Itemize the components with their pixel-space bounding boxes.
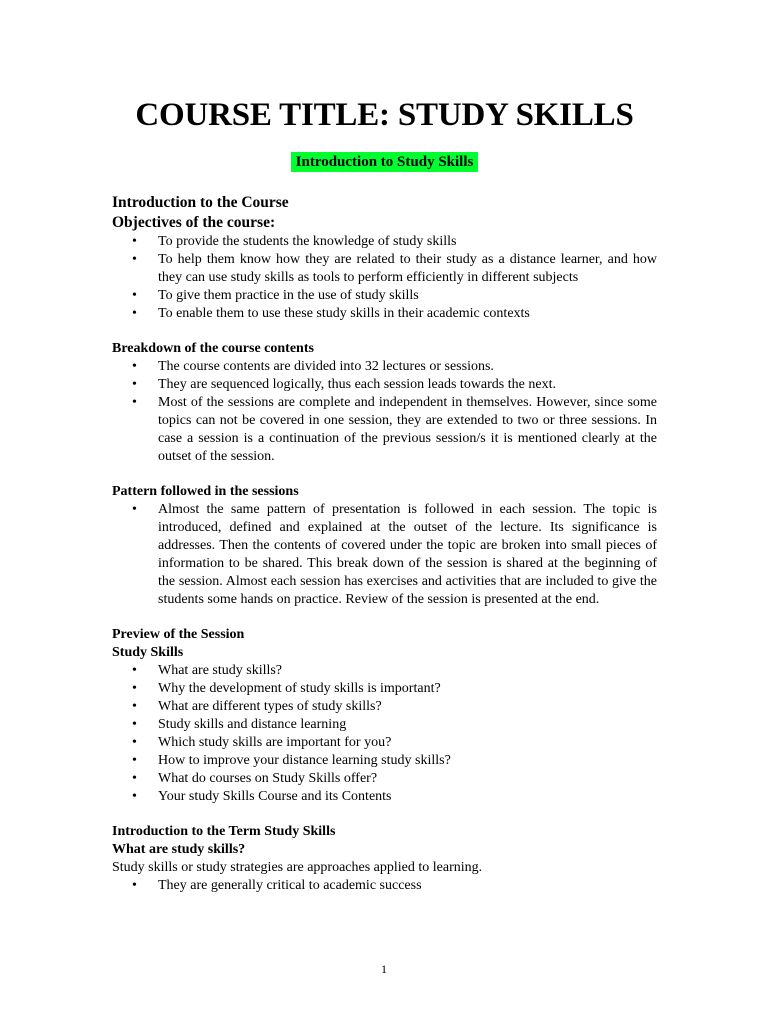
term-heading: Introduction to the Term Study Skills [112, 824, 336, 839]
list-item [112, 788, 657, 806]
bullet-icon: • [132, 288, 137, 303]
preview-list [112, 662, 657, 806]
objectives-list [112, 233, 657, 323]
spacer [112, 806, 657, 823]
list-item [112, 287, 657, 305]
term-subheading: What are study skills? [112, 842, 246, 857]
highlighted-subtitle: Introduction to Study Skills [291, 152, 479, 172]
list-item-text: Why the development of study skills is important? [158, 681, 441, 696]
pattern-heading: Pattern followed in the sessions [112, 484, 299, 499]
pattern-list [112, 501, 657, 609]
list-item [112, 698, 657, 716]
list-item [112, 734, 657, 752]
intro-heading: Introduction to the Course [112, 194, 289, 211]
list-item-text: Study skills and distance learning [158, 717, 347, 732]
list-item-text: What do courses on Study Skills offer? [158, 771, 378, 786]
list-item-text: They are sequenced logically, thus each session leads towards the next. [158, 377, 556, 392]
subtitle-wrap [112, 152, 657, 174]
preview-heading: Preview of the Session [112, 627, 245, 642]
list-item [112, 376, 657, 394]
breakdown-heading: Breakdown of the course contents [112, 341, 314, 356]
bullet-icon: • [132, 878, 137, 893]
bullet-icon: • [132, 789, 137, 804]
objectives-heading: Objectives of the course: [112, 214, 276, 231]
list-item [112, 358, 657, 376]
page-content [112, 96, 657, 895]
bullet-icon: • [132, 717, 137, 732]
course-title: COURSE TITLE: STUDY SKILLS [135, 97, 634, 133]
list-item-text: Your study Skills Course and its Contents [158, 789, 392, 804]
list-item-text: To help them know how they are related to their study as a distance learner, and how they can use study skills as tools to perform efficiently in different subjects [158, 252, 657, 285]
list-item-text: They are generally critical to academic success [158, 878, 422, 893]
bullet-icon: • [132, 753, 137, 768]
list-item-text: Almost the same pattern of presentation is followed in each session. The topic is introduced, defined and explained at the outset of the lecture. Its significance is addresses. Then the contents of covered under the topic are broken into small pieces of information to be shared. This break down of the session is shared at the beginning of the session. Almost each session has exercises and activities that are included to give the students some hands on practice. Review of the session is presented at the end. [158, 502, 657, 607]
bullet-icon: • [132, 306, 137, 321]
list-item [112, 662, 657, 680]
bullet-icon: • [132, 252, 137, 267]
list-item-text: Which study skills are important for you? [158, 735, 392, 750]
list-item-text: What are study skills? [158, 663, 283, 678]
bullet-icon: • [132, 735, 137, 750]
preview-subheading: Study Skills [112, 645, 184, 660]
bullet-icon: • [132, 395, 137, 410]
list-item-text: To enable them to use these study skills in their academic contexts [158, 306, 530, 321]
list-item [112, 394, 657, 466]
bullet-icon: • [132, 663, 137, 678]
list-item [112, 251, 657, 287]
term-list [112, 877, 657, 895]
breakdown-list [112, 358, 657, 466]
list-item-text: The course contents are divided into 32 lectures or sessions. [158, 359, 494, 374]
list-item-text: To provide the students the knowledge of study skills [158, 234, 457, 249]
spacer [112, 609, 657, 626]
bullet-icon: • [132, 377, 137, 392]
list-item [112, 233, 657, 251]
spacer [112, 466, 657, 483]
bullet-icon: • [132, 234, 137, 249]
list-item [112, 501, 657, 609]
list-item [112, 680, 657, 698]
bullet-icon: • [132, 681, 137, 696]
list-item-text: How to improve your distance learning study skills? [158, 753, 451, 768]
bullet-icon: • [132, 771, 137, 786]
list-item [112, 752, 657, 770]
term-paragraph: Study skills or study strategies are approaches applied to learning. [112, 860, 483, 875]
list-item [112, 770, 657, 788]
list-item [112, 305, 657, 323]
list-item-text: Most of the sessions are complete and independent in themselves. However, since some topics can not be covered in one session, they are extended to two or three sessions. In case a session is a continuation of the previous session/s it is mentioned clearly at the outset of the session. [158, 395, 657, 464]
list-item-text: To give them practice in the use of study skills [158, 288, 419, 303]
bullet-icon: • [132, 359, 137, 374]
bullet-icon: • [132, 699, 137, 714]
list-item [112, 716, 657, 734]
list-item-text: What are different types of study skills? [158, 699, 382, 714]
list-item [112, 877, 657, 895]
page-number: 1 [381, 962, 387, 976]
spacer [112, 323, 657, 340]
bullet-icon: • [132, 502, 137, 517]
